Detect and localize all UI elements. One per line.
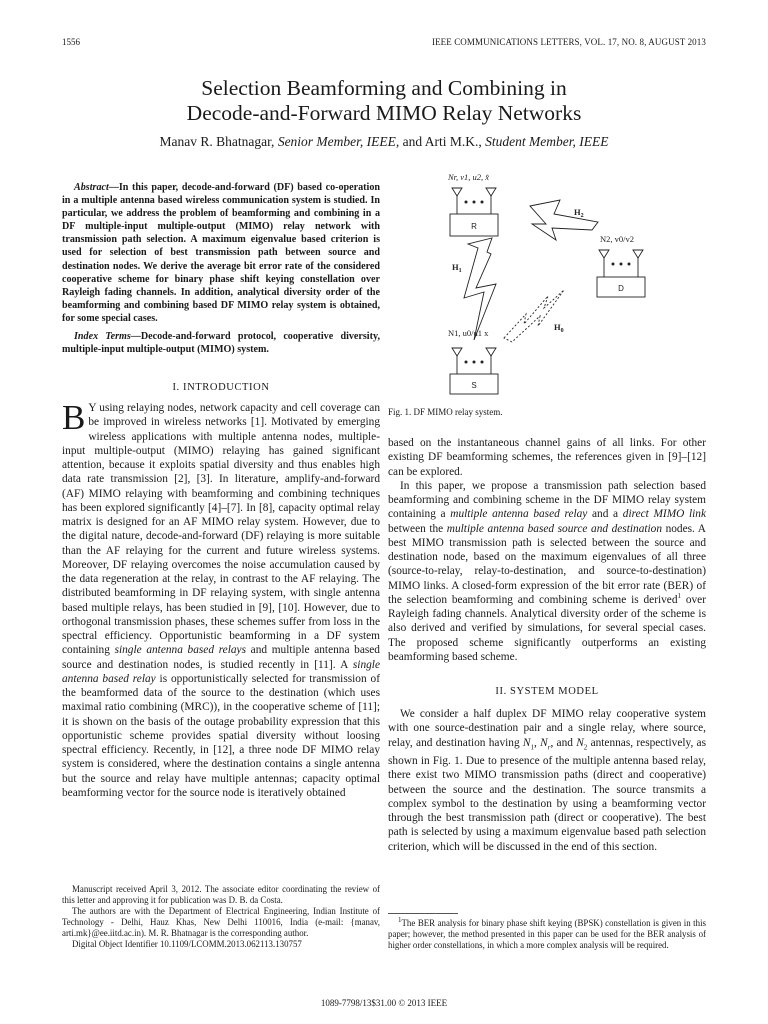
intro-italic-1: single antenna based relays xyxy=(114,644,246,657)
source-params-label: N1, u0/u1 x xyxy=(448,328,489,338)
p3-n1: N xyxy=(522,736,531,749)
manuscript-footnote xyxy=(62,884,380,949)
p3-text-d: antennas, respectively, as shown in Fig. 1. Due to presence of the multiple antenna based relay, there exist two MIMO transmission paths (direct and cooperative) between the source and the destination. The source transmits a complex symbol to the destination by using a beamforming vector through the best transmission path (direct or cooperative). The best path is selected by using a maximum eigenvalue based path selection criterion, which will be discussed in the end of this section. xyxy=(388,736,707,853)
footnote-doi: Digital Object Identifier 10.1109/LCOMM.2013.062113.130757 xyxy=(72,938,302,949)
node-label-r: R xyxy=(471,222,477,231)
relay-diagram xyxy=(388,166,706,398)
destination-params-label: N2, v0/v2 xyxy=(600,234,634,244)
footnote-rule xyxy=(388,913,458,914)
relay-params-label xyxy=(447,172,489,182)
p3-text-a: We consider a half duplex DF MIMO relay cooperative system with one source-destination pair and a single relay, where source, relay, and destination having xyxy=(388,708,706,749)
abstract xyxy=(62,181,380,325)
drop-cap: B xyxy=(62,398,86,438)
footnote-text: The BER analysis for binary phase shift keying (BPSK) constellation is given in this paper; however, the method presented in this paper can be used for the BER analysis of higher order constellations, in which a more complex analysis will be required. xyxy=(388,918,706,950)
title-line-1: Selection Beamforming and Combining in xyxy=(201,76,567,100)
index-terms-label: Index Terms xyxy=(74,331,131,343)
p2-text-b: and a xyxy=(587,508,623,521)
intro-paragraph xyxy=(62,398,380,800)
p2-text-c: between the xyxy=(388,522,447,535)
lightning-h0 xyxy=(504,290,564,342)
abstract-text: —In this paper, decode-and-forward (DF) based co-operation in a multiple antenna based wireless communication system is studied. In particular, we address the problem of beamforming and combining in a DF multiple-input multiple-output (MIMO) relay network with transmission path selection. A maximum eigenvalue based criterion is used for selection of best transmission path between source and destination nodes. We derive the average bit error rate of the considered cooperative scheme for binary phase shift keying constellation over Rayleigh fading channels. In addition, analytical diversity order of the beamforming and combining based DF MIMO relay system is obtained, for some special cases. xyxy=(62,182,380,324)
right-column xyxy=(388,436,706,854)
author-name-1: Manav R. Bhatnagar, xyxy=(159,134,275,149)
lightning-h2 xyxy=(530,200,598,240)
right-paragraph-3 xyxy=(388,707,706,854)
p2-italic-1: multiple antenna based relay xyxy=(450,508,588,521)
intro-text-c: is opportunistically selected for transmission of the beamformed data of the source to the destination (which uses maximal ratio combining (MRC)), in the cooperative scheme of [11]; it is shown on the basis of the outage probability expression that this opportunistic scheme provides spatial diversity without loosing spectral efficiency. Recently, in [12], a three node DF MIMO relay system is considered, where the destination contains a single antenna but the source and relay have multiple antennas; capacity optimal beamforming vector for the source node is iteratively obtained xyxy=(62,672,380,799)
index-terms-text: —Decode-and-forward protocol, cooperative diversity, multiple-input multiple-output (MIMO) system. xyxy=(62,331,380,356)
author-role-1: Senior Member, IEEE, xyxy=(277,134,400,149)
relay-params-rest: r, v1, u2, x̂ xyxy=(453,172,490,182)
relay-n-label: N xyxy=(448,172,454,182)
p2-italic-3: multiple antenna based source and destination xyxy=(446,522,663,535)
p3-n1-sub: 1 xyxy=(530,742,534,751)
footnote-ref-1: 1 xyxy=(677,591,682,600)
lightning-h1 xyxy=(464,238,496,340)
index-terms xyxy=(62,330,380,356)
p3-n2-sub: 2 xyxy=(583,742,588,751)
ber-footnote xyxy=(388,918,706,951)
intro-italic-2: single antenna based relay xyxy=(62,658,380,685)
left-column xyxy=(62,181,380,800)
p2-text-d: nodes. A best MIMO transmission path is selected between the source and destination node, based on the maximum eigenvalues of all three (source-to-relay, relay-to-destination, and source-to-destination) MIMO links. A closed-form expression of the bit error rate (BER) of the selection beamforming and combining scheme is derived xyxy=(388,522,706,606)
figure-caption: Fig. 1. DF MIMO relay system. xyxy=(388,407,503,417)
node-label-s: S xyxy=(471,381,477,390)
channel-h1-label xyxy=(452,262,462,274)
h2-letter: H xyxy=(574,207,581,217)
p3-n2: N xyxy=(576,736,584,749)
channel-h0-label xyxy=(554,322,564,334)
h1-letter: H xyxy=(452,262,459,272)
page-number: 1556 xyxy=(62,37,80,47)
h1-sub: 1 xyxy=(458,268,462,274)
right-paragraph-2 xyxy=(388,479,706,664)
author-role-2: Student Member, IEEE xyxy=(485,134,609,149)
node-label-d: D xyxy=(618,284,624,293)
figure-relay-system xyxy=(388,166,706,398)
section-heading-introduction: I. INTRODUCTION xyxy=(172,382,270,394)
author-name-2: and Arti M.K., xyxy=(402,134,482,149)
footnote-affiliation: The authors are with the Department of Electrical Engineering, Indian Institute of Technology - Delhi, Hauz Khas, New Delhi 110016, India (e-mail: {manav, arti.mk}@ee.iitd.ac.in). M. R. Bhatnagar is the corresponding author. xyxy=(62,905,380,938)
channel-h2-label xyxy=(574,207,584,219)
p2-text-e: over Rayleigh fading channels. Analytical diversity order of the scheme is also derived and verified by simulations, for several special cases. The proposed scheme significantly outperforms an existing beamforming based scheme. xyxy=(388,593,706,663)
authors xyxy=(0,134,768,150)
h0-sub: 0 xyxy=(560,328,564,334)
title-line-2: Decode-and-Forward MIMO Relay Networks xyxy=(186,101,582,125)
p3-text-c: , and xyxy=(550,736,577,749)
p2-italic-2: direct MIMO link xyxy=(622,508,707,521)
paper-title xyxy=(0,76,768,126)
h0-letter: H xyxy=(554,322,561,332)
abstract-label: Abstract xyxy=(74,182,109,193)
h2-sub: 2 xyxy=(580,213,584,219)
p3-nr-sub: r xyxy=(547,742,551,751)
intro-text-b: and multiple antenna based source and destination nodes, is studied recently in [11]. A xyxy=(62,644,380,671)
journal-header: IEEE COMMUNICATIONS LETTERS, VOL. 17, NO. 8, AUGUST 2013 xyxy=(431,37,706,47)
right-paragraph-1: based on the instantaneous channel gains of all links. For other existing DF beamforming schemes, the references given in [9]–[12] can be explored. xyxy=(388,437,706,478)
intro-text-a: Y using relaying nodes, network capacity and cell coverage can be improved in wireless networks [1]. Motivated by emerging wireless applications with multiple antenna nodes, multiple-input multiple-output (MIMO) relaying has gained significant attention, because it exploits spatial diversity and thus enables high data rate transmission [2], [3]. In literature, amplify-and-forward (AF) MIMO relaying with beamforming and combining techniques has been explored significantly [4]–[7]. In [8], capacity optimal relay matrix is designed for an AF MIMO relay system. However, due to the digital nature, decode-and-forward (DF) relaying is more suitable than the AF relaying for the current and future wireless systems. Moreover, DF relaying overcomes the noise accumulation caused by the data regeneration at the relay, in contrast to the AF relaying. The distributed beamforming in DF relaying system, with single antenna based multiple relays, has been studied in [9], [10]. However, due to orthogonal transmission phases, these schemes suffer from loss in the spectral efficiency. Opportunistic beamforming in a DF system containing xyxy=(62,402,380,657)
copyright-footer: 1089-7798/13$31.00 © 2013 IEEE xyxy=(320,998,448,1008)
footnote-marker: 1 xyxy=(398,916,402,925)
footnote-received: Manuscript received April 3, 2012. The associate editor coordinating the review of this letter and approving it for publication was D. B. da Costa. xyxy=(62,884,380,905)
section-heading-system-model: II. SYSTEM MODEL xyxy=(495,686,599,697)
p3-nr: N xyxy=(540,736,548,749)
p2-text-a: In this paper, we propose a transmission path selection based beamforming and combining scheme in the DF MIMO relay system containing a xyxy=(388,479,706,521)
p3-text-b: , xyxy=(534,736,541,749)
